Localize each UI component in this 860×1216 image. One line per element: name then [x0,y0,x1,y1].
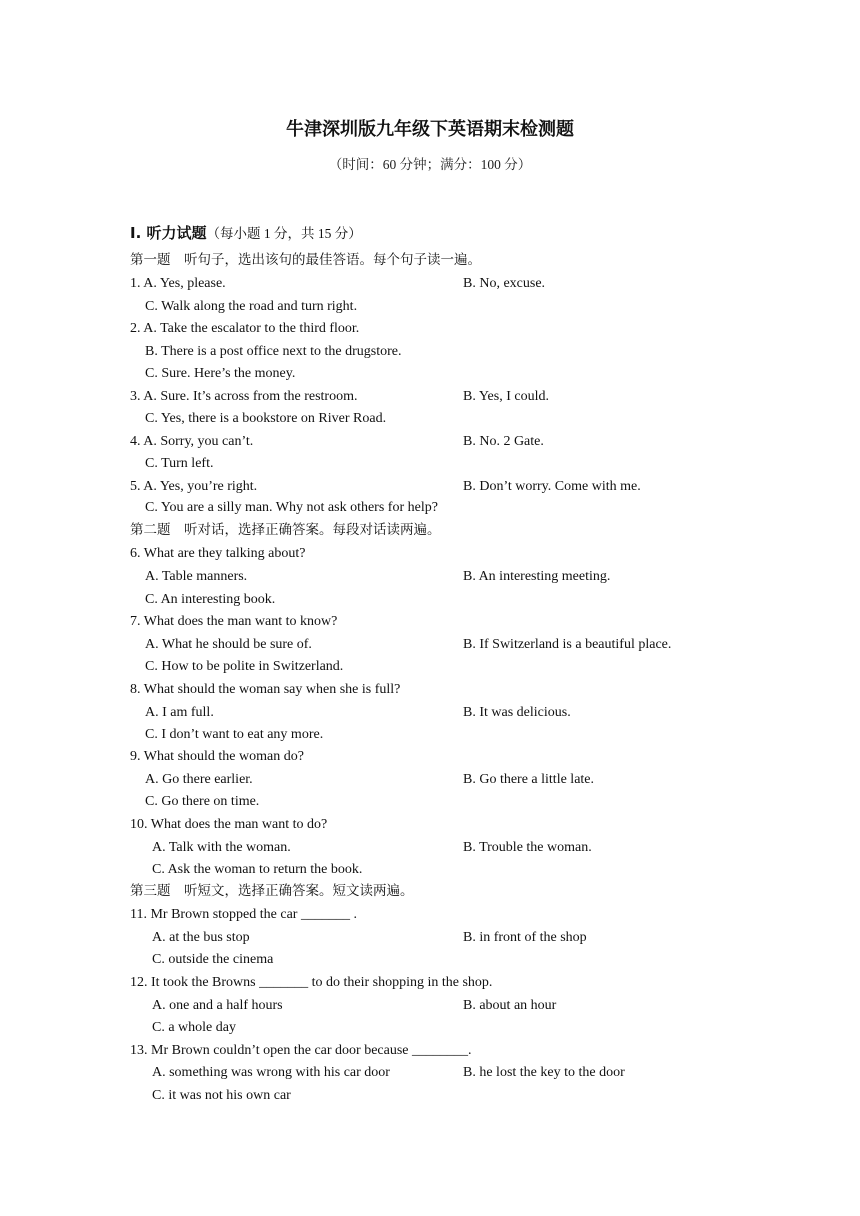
part3-instruction: 第三题 听短文，选择正确答案。短文读两遍。 [130,883,414,898]
q7-option-a: A. What he should be sure of. [145,637,312,652]
q8-option-b: B. It was delicious. [463,705,571,720]
q1-option-a: 1. A. Yes, please. [130,276,226,291]
q2-option-b: B. There is a post office next to the drugstore. [145,344,402,359]
q6-option-b: B. An interesting meeting. [463,569,611,584]
q5-option-c: C. You are a silly man. Why not ask others for help? [145,500,438,515]
q12-option-a: A. one and a half hours [152,998,283,1013]
section-heading [130,222,362,243]
q13-option-c: C. it was not his own car [152,1088,291,1103]
q1-option-c: C. Walk along the road and turn right. [145,299,358,314]
q4-option-c: C. Turn left. [145,456,214,471]
q10-option-b: B. Trouble the woman. [463,840,592,855]
q12-option-c: C. a whole day [152,1020,236,1035]
q4-option-a: 4. A. Sorry, you can’t. [130,434,254,449]
section-score-note: （每小题 1 分，共 15 分） [206,226,362,241]
q3-option-c: C. Yes, there is a bookstore on River Road. [145,411,387,426]
q6-option-c: C. An interesting book. [145,592,276,607]
part1-instruction: 第一题 听句子，选出该句的最佳答语。每个句子读一遍。 [130,252,481,267]
q9-stem: 9. What should the woman do? [130,749,304,764]
q2-option-a: 2. A. Take the escalator to the third floor. [130,321,360,336]
q12-option-b: B. about an hour [463,998,557,1013]
q8-stem: 8. What should the woman say when she is full? [130,682,401,697]
q5-option-a: 5. A. Yes, you’re right. [130,479,258,494]
q3-option-b: B. Yes, I could. [463,389,549,404]
q13-stem: 13. Mr Brown couldn’t open the car door because ________. [130,1043,472,1058]
q8-option-a: A. I am full. [145,705,214,720]
q7-option-c: C. How to be polite in Switzerland. [145,659,344,674]
q3-option-a: 3. A. Sure. It’s across from the restroom. [130,389,358,404]
q10-option-a: A. Talk with the woman. [152,840,291,855]
q5-option-b: B. Don’t worry. Come with me. [463,479,641,494]
q11-option-c: C. outside the cinema [152,952,274,967]
section-label: Ⅰ. 听力试题 [130,224,207,242]
q11-stem: 11. Mr Brown stopped the car _______ . [130,907,357,922]
q4-option-b: B. No. 2 Gate. [463,434,544,449]
q9-option-b: B. Go there a little late. [463,772,595,787]
q11-option-b: B. in front of the shop [463,930,587,945]
q8-option-c: C. I don’t want to eat any more. [145,727,324,742]
q7-option-b: B. If Switzerland is a beautiful place. [463,637,672,652]
q13-option-b: B. he lost the key to the door [463,1065,625,1080]
page-title: 牛津深圳版九年级下英语期末检测题 [286,119,574,140]
q6-stem: 6. What are they talking about? [130,546,306,561]
q10-stem: 10. What does the man want to do? [130,817,328,832]
q12-stem: 12. It took the Browns _______ to do their shopping in the shop. [130,975,493,990]
exam-time-and-score: （时间：60 分钟；满分：100 分） [328,157,532,172]
q13-option-a: A. something was wrong with his car door [152,1065,390,1080]
q2-option-c: C. Sure. Here’s the money. [145,366,296,381]
part2-instruction: 第二题 听对话，选择正确答案。每段对话读两遍。 [130,522,441,537]
q6-option-a: A. Table manners. [145,569,248,584]
q7-stem: 7. What does the man want to know? [130,614,338,629]
q1-option-b: B. No, excuse. [463,276,546,291]
q10-option-c: C. Ask the woman to return the book. [152,862,363,877]
q11-option-a: A. at the bus stop [152,930,250,945]
q9-option-c: C. Go there on time. [145,794,260,809]
q9-option-a: A. Go there earlier. [145,772,253,787]
